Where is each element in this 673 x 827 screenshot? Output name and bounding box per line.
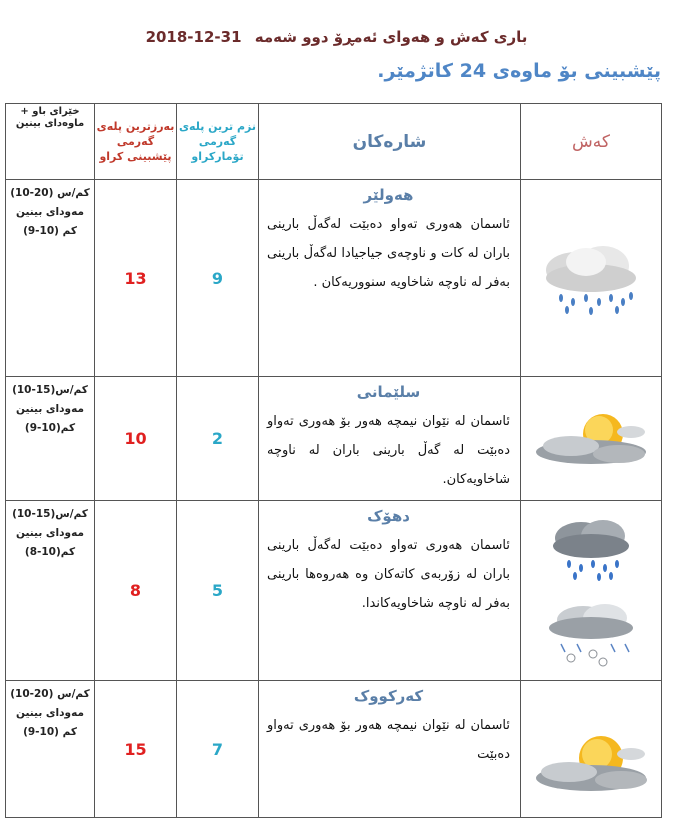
snow-cloud-icon [541,598,641,668]
max-temp: 8 [95,501,177,681]
wind-cell [6,681,95,818]
table-row [6,501,662,681]
max-temp: 13 [95,180,177,377]
max-temp: 15 [95,681,177,818]
wind-speed: (10-20) کم/س [10,688,90,700]
wind-speed: (10-15)کم/س [12,384,88,396]
weather-icon-cell [521,180,662,377]
visibility-label: مەودای بینین [16,206,84,218]
weather-table [5,103,662,818]
wind-speed: (10-15)کم/س [12,508,88,520]
table-row [6,180,662,377]
table-row [6,681,662,818]
visibility-value: (9-10)کم [24,422,76,434]
city-cell [259,377,521,501]
report-date: 2018-12-31 [145,28,242,46]
visibility-value: (9-10) کم [23,726,77,738]
wind-cell [6,377,95,501]
header-wind: خێرای باو + ماوەدای بینین [6,104,95,180]
city-cell [259,681,521,818]
forecast-description: ئاسمان هەوری تەواو دەبێت لەگەڵ بارینی باران لە زۆربەی کاتەکان وە هەروەها بارینی بەفر لە ناوچە شاخاویەکاندا. [267,538,510,611]
sun-behind-cloud-icon [531,404,651,474]
wind-speed: (10-20) کم/س [10,187,90,199]
table-row [6,377,662,501]
table-header-row [6,104,662,180]
weather-icon-cell [521,377,662,501]
city-name: دهۆک [367,507,410,525]
header-max-temp: بەرزترین پلەی گەرمی پێشبینی کراو [95,104,177,180]
visibility-label: مەودای بینین [16,403,84,415]
heavy-rain-cloud-icon [541,514,641,584]
min-temp: 9 [177,180,259,377]
visibility-label: مەودای بینین [16,527,84,539]
min-temp: 7 [177,681,259,818]
forecast-description: ئاسمان هەوری تەواو دەبێت لەگەڵ بارینی باران لە کات و ناوچەی جیاجیادا لەگەڵ بارینی بەفر لە ناوچە شاخاویە سنووریەکان . [267,217,510,290]
wind-cell [6,180,95,377]
wind-cell [6,501,95,681]
weather-icon-cell [521,681,662,818]
rain-cloud-icon [531,238,651,318]
header-cities: شارەکان [259,104,521,180]
weather-icon-cell [521,501,662,681]
city-cell [259,501,521,681]
header-weather: کەش [521,104,662,180]
min-temp: 5 [177,501,259,681]
city-cell [259,180,521,377]
max-temp: 10 [95,377,177,501]
forecast-description: ئاسمان لە نێوان نیمچە هەور بۆ هەوری تەواو دەبێت لە گەڵ بارینی باران لە ناوچە شاخاویەکان. [267,414,510,487]
forecast-subtitle: پێشبینی بۆ ماوەی 24 کاتژمێر. [377,60,661,82]
sun-behind-cloud-icon [531,724,651,804]
header-min-temp: نزم ترین پلەی گەرمی تۆمارکراو [177,104,259,180]
min-temp: 2 [177,377,259,501]
page-title [0,28,673,46]
visibility-value: (9-10) کم [23,225,77,237]
report-title: باری کەش و هەوای ئەمڕۆ دوو شەمە [254,28,528,46]
forecast-description: ئاسمان لە نێوان نیمچە هەور بۆ هەوری تەواو دەبێت [267,718,510,762]
visibility-value: (8-10)کم [24,546,76,558]
city-name: هەولێر [363,186,414,204]
city-name: کەرکووک [353,687,424,705]
visibility-label: مەودای بینین [16,707,84,719]
city-name: سلێمانی [356,383,421,401]
